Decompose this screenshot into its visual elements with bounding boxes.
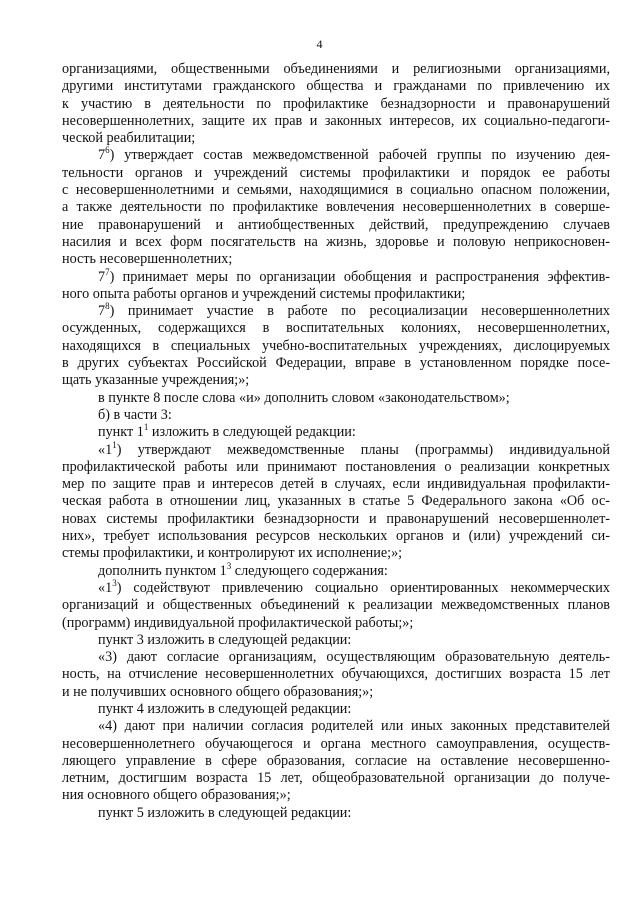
line-text: «1 bbox=[98, 579, 113, 596]
line-text: изложить в следующей редакции: bbox=[148, 424, 356, 441]
line-text: ) принимает меры по организации обобщения и распространения эффектив- bbox=[109, 268, 610, 285]
line-text: пункт 1 bbox=[98, 424, 144, 441]
text-line: летним, достигшим возраста 15 лет, общеобразовательной организации до получе- bbox=[62, 770, 610, 787]
text-line: ляющего управление в сфере образования, согласие на оставление несовершенно- bbox=[62, 752, 610, 769]
text-line: них», требует использования ресурсов нескольких органов и (или) учреждений си- bbox=[62, 528, 610, 545]
text-line bbox=[62, 577, 610, 597]
text-line: ность несовершеннолетних; bbox=[62, 251, 233, 268]
text-line: насилия и всех форм посягательств на жизнь, здоровье и половую неприкосновен- bbox=[62, 233, 610, 250]
text-line: в пункте 8 после слова «и» дополнить словом «законодательством»; bbox=[98, 389, 510, 406]
superscript-index: 6 bbox=[105, 145, 110, 156]
text-line: осужденных, содержащихся в воспитательных колониях, несовершеннолетних, bbox=[62, 320, 610, 337]
superscript-index: 3 bbox=[112, 577, 117, 588]
line-text: 7 bbox=[98, 268, 106, 285]
text-line: ческой реабилитации; bbox=[62, 130, 196, 147]
superscript-index: 1 bbox=[143, 422, 149, 433]
text-line: а также деятельности по профилактике вовлечения несовершеннолетних в соверше- bbox=[62, 199, 610, 216]
text-line: несовершеннолетних, защите их прав и законных интересов, их социально-педагоги- bbox=[62, 112, 610, 129]
document-body bbox=[62, 61, 610, 822]
text-line bbox=[62, 424, 610, 441]
line-text: ) принимает участие в работе по ресоциализации несовершеннолетних bbox=[109, 303, 610, 320]
page-number: 4 bbox=[316, 37, 323, 51]
text-line: (программ) индивидуальной профилактической работы;»; bbox=[62, 614, 414, 631]
line-text: ) утверждает состав межведомственной рабочей группы по изучению дея- bbox=[109, 147, 610, 164]
text-line: новах системы профилактики безнадзорности и правонарушений несовершеннолет- bbox=[62, 510, 610, 527]
superscript-index: 7 bbox=[105, 266, 110, 277]
text-line: ного опыта работы органов и учреждений системы профилактики; bbox=[62, 285, 466, 302]
line-text: ) утверждают межведомственные планы (программы) индивидуальной bbox=[116, 441, 610, 458]
text-line: находящихся в специальных учебно-воспитательных учреждениях, дислоцируемых bbox=[62, 337, 610, 354]
text-line: организациями, общественными объединениями и религиозными организациями, bbox=[62, 61, 610, 77]
text-line: «4) дают при наличии согласия родителей или иных законных представителей bbox=[98, 718, 610, 735]
text-line: тельности органов и учреждений системы профилактики и порядок ее работы bbox=[62, 164, 610, 181]
text-line: к участию в деятельности по профилактике безнадзорности и правонарушений bbox=[62, 95, 610, 112]
superscript-index: 1 bbox=[112, 439, 117, 450]
text-line: ния основного общего образования;»; bbox=[62, 787, 291, 804]
text-line: пункт 5 изложить в следующей редакции: bbox=[98, 804, 352, 821]
text-line: и не получивших основного общего образования;»; bbox=[62, 683, 374, 700]
text-line bbox=[62, 147, 610, 164]
line-text: ) содействуют привлечению социально ориентированных некоммерческих bbox=[116, 579, 610, 596]
text-line: пункт 3 изложить в следующей редакции: bbox=[98, 631, 352, 648]
text-line bbox=[62, 303, 610, 320]
line-text: 7 bbox=[98, 303, 106, 320]
text-line: б) в части 3: bbox=[98, 406, 172, 423]
text-line bbox=[62, 266, 610, 286]
line-text: «1 bbox=[98, 441, 113, 458]
text-line: с несовершеннолетними и семьями, находящимися в социально опасном положении, bbox=[62, 182, 610, 199]
text-line: щать указанные учреждения;»; bbox=[62, 372, 250, 389]
text-line: ние правонарушений и антиобщественных действий, предупреждению случаев bbox=[62, 216, 610, 233]
superscript-index: 3 bbox=[226, 560, 232, 571]
text-line: профилактической работы или принимают постановления о реализации конкретных bbox=[62, 458, 610, 475]
text-line: пункт 4 изложить в следующей редакции: bbox=[98, 700, 352, 717]
text-line bbox=[62, 560, 610, 580]
text-line: в других субъектах Российской Федерации, вправе в установленном порядке посе- bbox=[62, 355, 610, 372]
text-line: стемы профилактики, и контролируют их исполнение;»; bbox=[62, 545, 403, 562]
text-line: другими институтами гражданского общества и гражданами по привлечению их bbox=[62, 78, 610, 95]
text-line bbox=[62, 439, 610, 459]
text-line: мер по защите прав и интересов детей в случаях, если индивидуальная профилакти- bbox=[62, 476, 610, 493]
line-text: 7 bbox=[98, 147, 106, 164]
text-line: «3) дают согласие организациям, осуществляющим образовательную деятель- bbox=[98, 649, 610, 666]
line-text: следующего содержания: bbox=[231, 562, 388, 579]
text-line: ческая работа в отношении лиц, указанных в статье 5 Федерального закона «Об ос- bbox=[62, 493, 610, 510]
superscript-index: 8 bbox=[105, 301, 110, 312]
text-line: несовершеннолетнего обучающегося и органа местного самоуправления, осуществ- bbox=[62, 735, 610, 752]
text-line: организаций и общественных объединений к реализации межведомственных планов bbox=[62, 597, 610, 614]
line-text: дополнить пунктом 1 bbox=[98, 562, 227, 579]
text-line: ность, на отчисление несовершеннолетних обучающихся, достигших возраста 15 лет bbox=[62, 666, 610, 683]
